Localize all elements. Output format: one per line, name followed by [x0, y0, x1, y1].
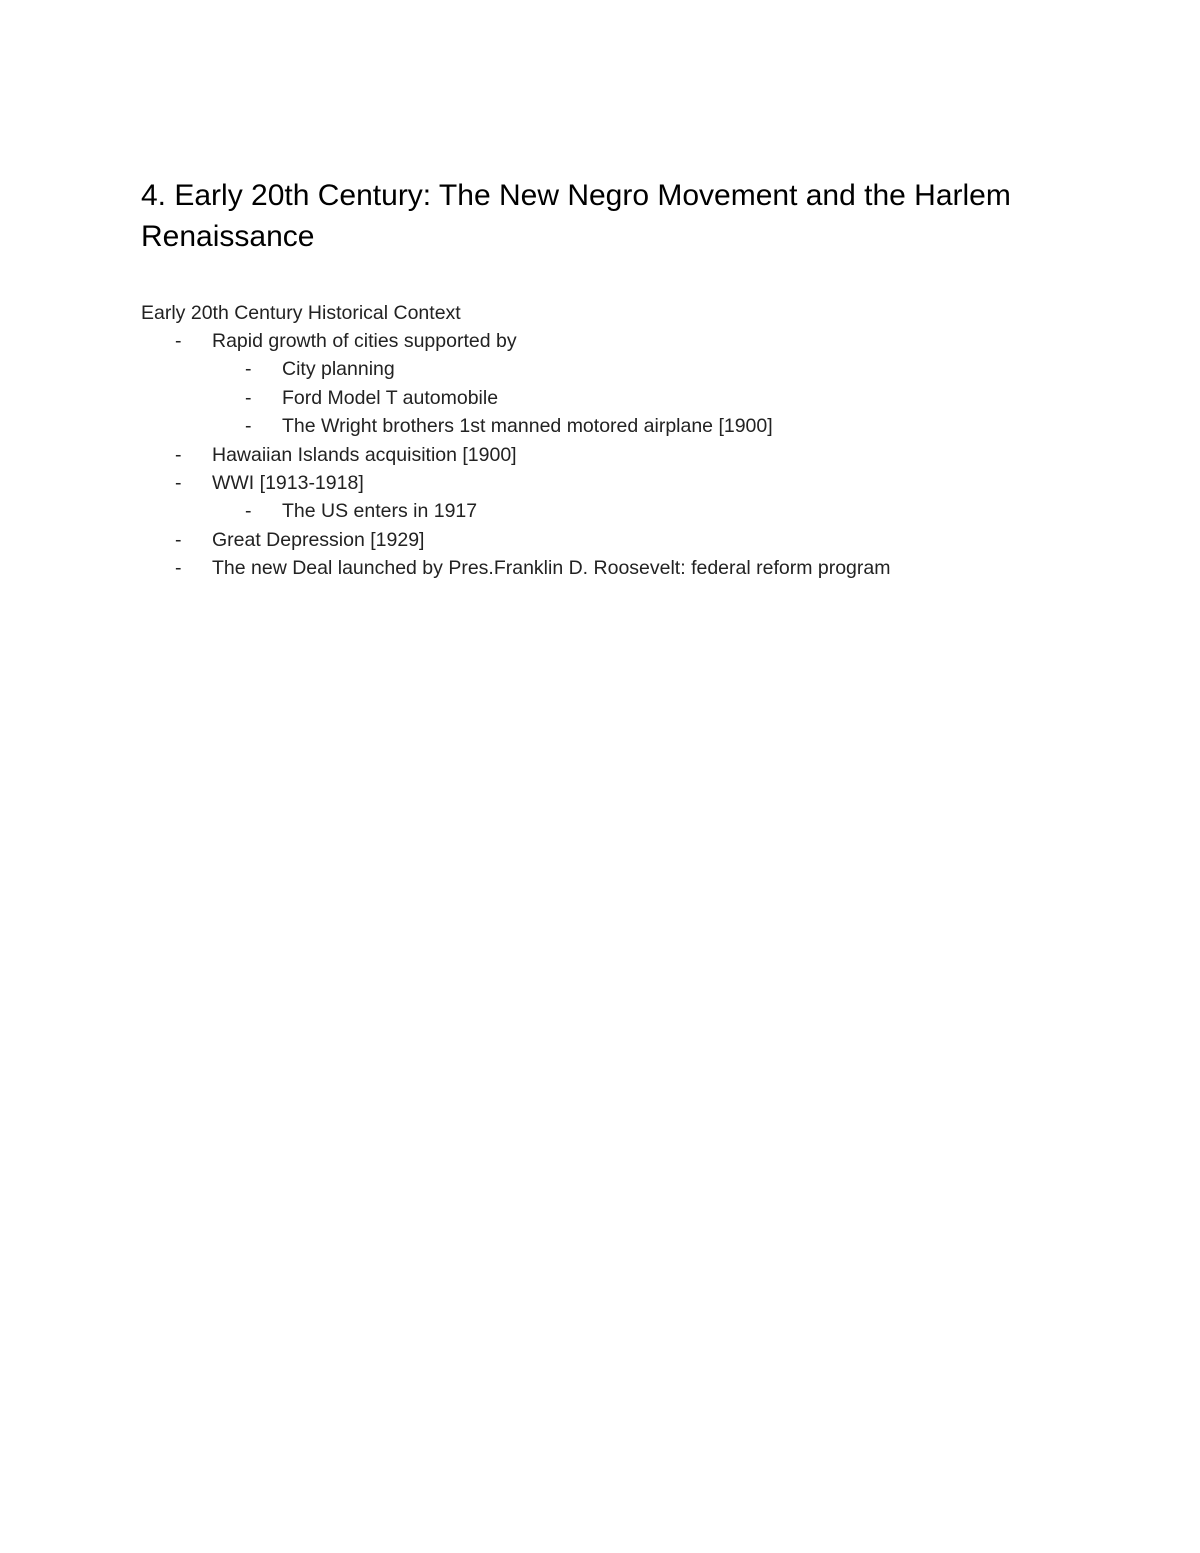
list-item-text: Ford Model T automobile	[282, 386, 499, 409]
list-item	[141, 497, 890, 525]
list-item-text: The Wright brothers 1st manned motored airplane [1900]	[282, 415, 773, 438]
list-item	[141, 554, 890, 582]
list-item-text: Rapid growth of cities supported by	[212, 330, 517, 352]
list-item	[141, 327, 890, 355]
list-item	[141, 469, 890, 497]
bullet-dash: -	[245, 386, 252, 409]
bullet-dash: -	[175, 443, 182, 466]
bullet-dash: -	[175, 557, 182, 580]
section-title: Early 20th Century Historical Context	[141, 302, 461, 324]
bullet-dash: -	[175, 472, 182, 495]
bullet-list	[141, 327, 890, 583]
bullet-dash: -	[245, 358, 252, 381]
page-title: 4. Early 20th Century: The New Negro Movement and the Harlem Renaissance	[141, 179, 1011, 253]
list-item-text: The US enters in 1917	[282, 500, 478, 523]
list-item-text: City planning	[282, 358, 395, 381]
list-item-text: Hawaiian Islands acquisition [1900]	[212, 443, 517, 466]
list-item	[141, 526, 890, 554]
bullet-dash: -	[175, 528, 182, 551]
list-item-text: WWI [1913-1918]	[212, 472, 364, 495]
bullet-dash: -	[245, 415, 252, 438]
list-item	[141, 412, 890, 440]
list-item	[141, 441, 890, 469]
list-item	[141, 355, 890, 383]
list-item	[141, 384, 890, 412]
bullet-dash: -	[175, 330, 182, 352]
bullet-dash: -	[245, 500, 252, 523]
list-item-text: Great Depression [1929]	[212, 528, 425, 551]
list-item-text: The new Deal launched by Pres.Franklin D. Roosevelt: federal reform program	[212, 557, 891, 580]
